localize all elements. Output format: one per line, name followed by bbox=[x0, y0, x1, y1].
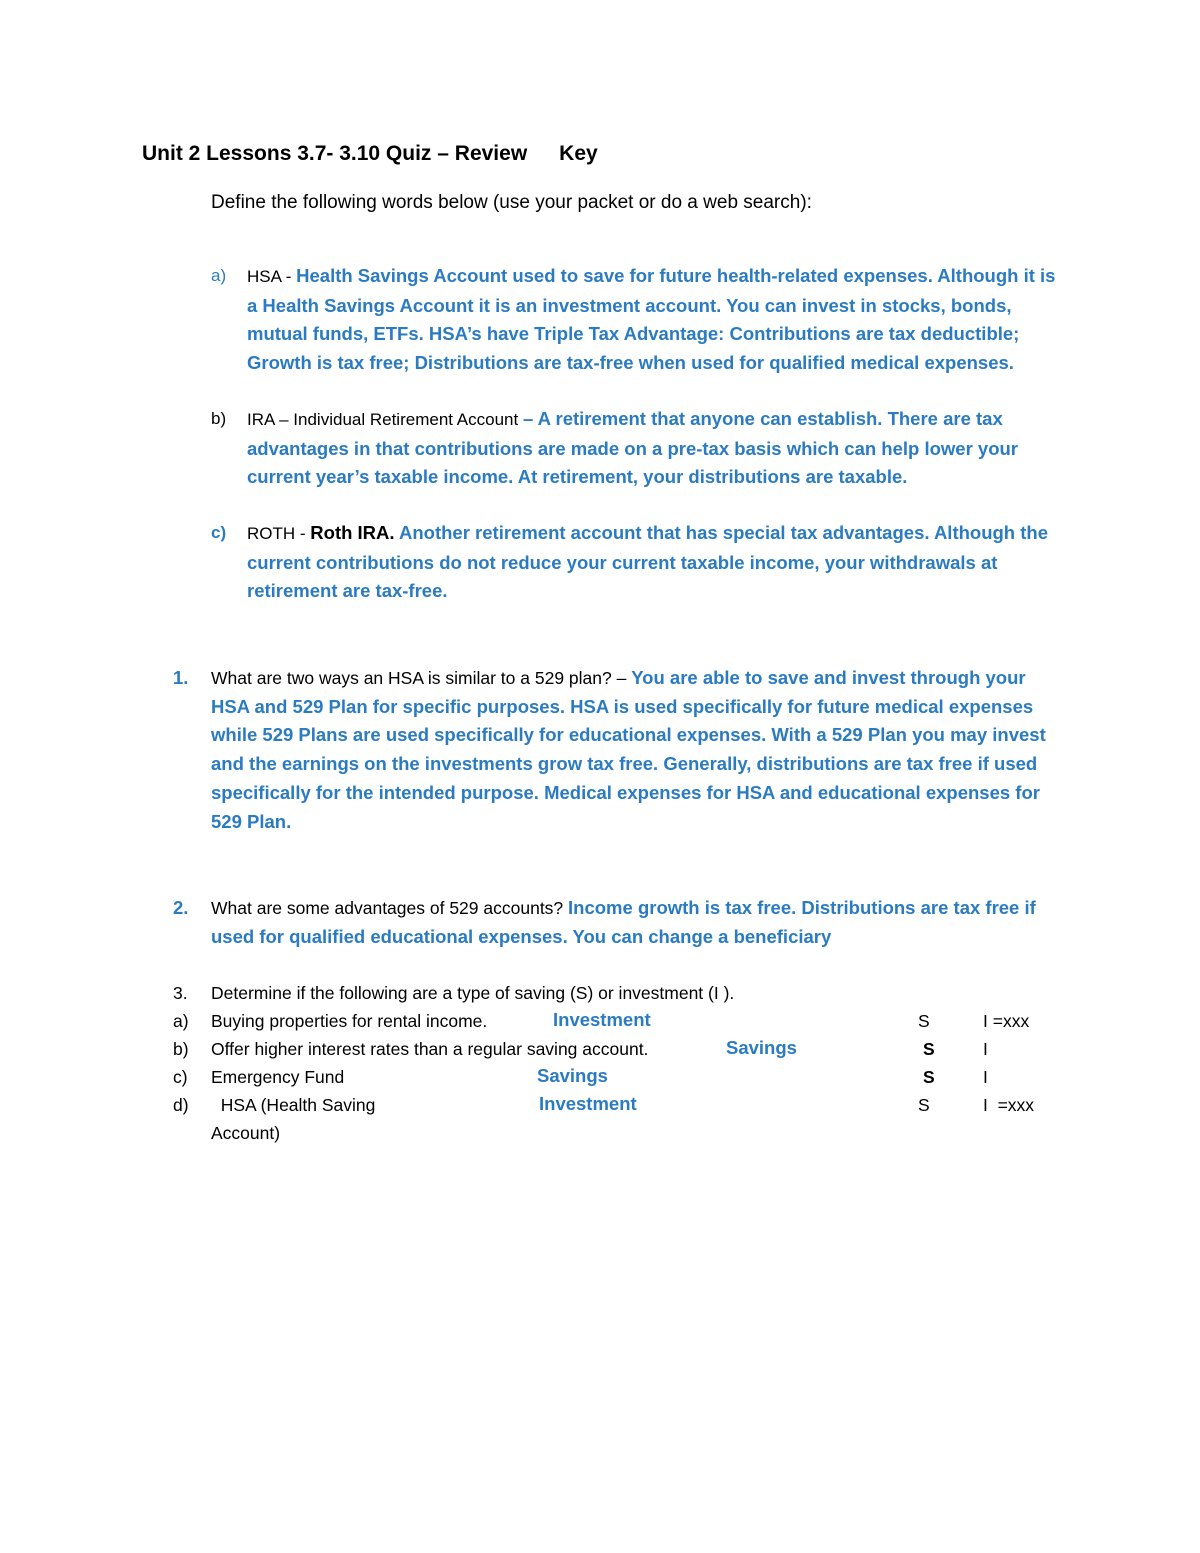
row-answer: Investment bbox=[539, 1093, 637, 1114]
definition-term-bold: Roth IRA. bbox=[310, 522, 395, 543]
question-number: 3. bbox=[173, 983, 188, 1003]
investment-option: I =xxx bbox=[983, 1011, 1030, 1031]
saving-option: S bbox=[923, 1039, 935, 1059]
question-number: 2. bbox=[173, 897, 189, 918]
row-marker: a) bbox=[173, 1011, 189, 1031]
page-title bbox=[142, 142, 598, 166]
row-marker: b) bbox=[173, 1039, 189, 1059]
investment-option: I =xxx bbox=[983, 1095, 1035, 1115]
question-answer: You are able to save and invest through your HSA and 529 Plan for specific purposes. HSA is used specifically for future medical expenses while 529 Plans are used specifically for educational expenses. With a 529 Plan you may invest and the earnings on the investments grow tax free. Generally, distributions are tax free if used specifically for the intended purpose. Medical expenses for HSA and educational expenses for 529 Plan. bbox=[211, 667, 1046, 832]
definition-term: ROTH - bbox=[247, 524, 311, 543]
title-text: Unit 2 Lessons 3.7- 3.10 Quiz – Review bbox=[142, 142, 528, 165]
row-text: Emergency Fund bbox=[211, 1067, 345, 1087]
list-marker: b) bbox=[211, 409, 227, 428]
saving-option: S bbox=[918, 1095, 930, 1115]
row-answer: Savings bbox=[537, 1065, 608, 1086]
row-marker: d) bbox=[173, 1095, 189, 1115]
definition-roth bbox=[211, 519, 1063, 606]
saving-option: S bbox=[918, 1011, 930, 1031]
definition-hsa bbox=[211, 262, 1063, 378]
question-text: What are some advantages of 529 accounts? bbox=[211, 898, 569, 918]
row-text: HSA (Health Saving bbox=[211, 1095, 376, 1115]
list-marker: c) bbox=[211, 523, 227, 542]
definition-term: IRA – Individual Retirement Account bbox=[247, 410, 523, 429]
row-text: Buying properties for rental income. bbox=[211, 1011, 488, 1031]
definition-term: HSA - bbox=[247, 267, 297, 286]
instructions: Define the following words below (use your packet or do a web search): bbox=[211, 192, 812, 213]
row-text-continued: Account) bbox=[211, 1123, 281, 1143]
saving-row bbox=[173, 1011, 1063, 1039]
saving-option: S bbox=[923, 1067, 935, 1087]
definition-ira bbox=[211, 405, 1063, 492]
question-answer: Income growth is tax free. Distributions are tax free if used for qualified educational expenses. You can change a beneficiary bbox=[211, 897, 1036, 947]
definition-answer: Another retirement account that has special tax advantages. Although the current contributions do not reduce your current taxable income, your withdrawals at retirement are tax-free. bbox=[247, 522, 1048, 602]
question-text: Determine if the following are a type of saving (S) or investment (I ). bbox=[211, 983, 735, 1003]
saving-row bbox=[173, 1095, 1063, 1151]
list-marker: a) bbox=[211, 266, 227, 285]
row-answer: Investment bbox=[553, 1009, 651, 1030]
saving-row bbox=[173, 1067, 1063, 1095]
investment-option: I bbox=[983, 1067, 988, 1087]
title-key: Key bbox=[559, 142, 598, 165]
definition-answer: – A retirement that anyone can establish. There are tax advantages in that contributions are made on a pre-tax basis which can help lower your current year’s taxable income. At retirement, your distributions are taxable. bbox=[247, 408, 1019, 488]
question-number: 1. bbox=[173, 667, 189, 688]
question-2 bbox=[173, 894, 1063, 951]
question-text: What are two ways an HSA is similar to a 529 plan? – bbox=[211, 668, 632, 688]
row-marker: c) bbox=[173, 1067, 188, 1087]
question-1 bbox=[173, 664, 1063, 836]
investment-option: I bbox=[983, 1039, 988, 1059]
question-3 bbox=[173, 983, 1063, 1011]
row-answer: Savings bbox=[726, 1037, 797, 1058]
row-text: Offer higher interest rates than a regular saving account. bbox=[211, 1039, 649, 1059]
definition-answer: Health Savings Account used to save for future health-related expenses. Although it is a Health Savings Account it is an investment account. You can invest in stocks, bonds, mutual funds, ETFs. HSA’s have Triple Tax Advantage: Contributions are tax deductible; Growth is tax free; Distributions are tax-free when used for qualified medical expenses. bbox=[247, 265, 1056, 374]
saving-row bbox=[173, 1039, 1063, 1067]
